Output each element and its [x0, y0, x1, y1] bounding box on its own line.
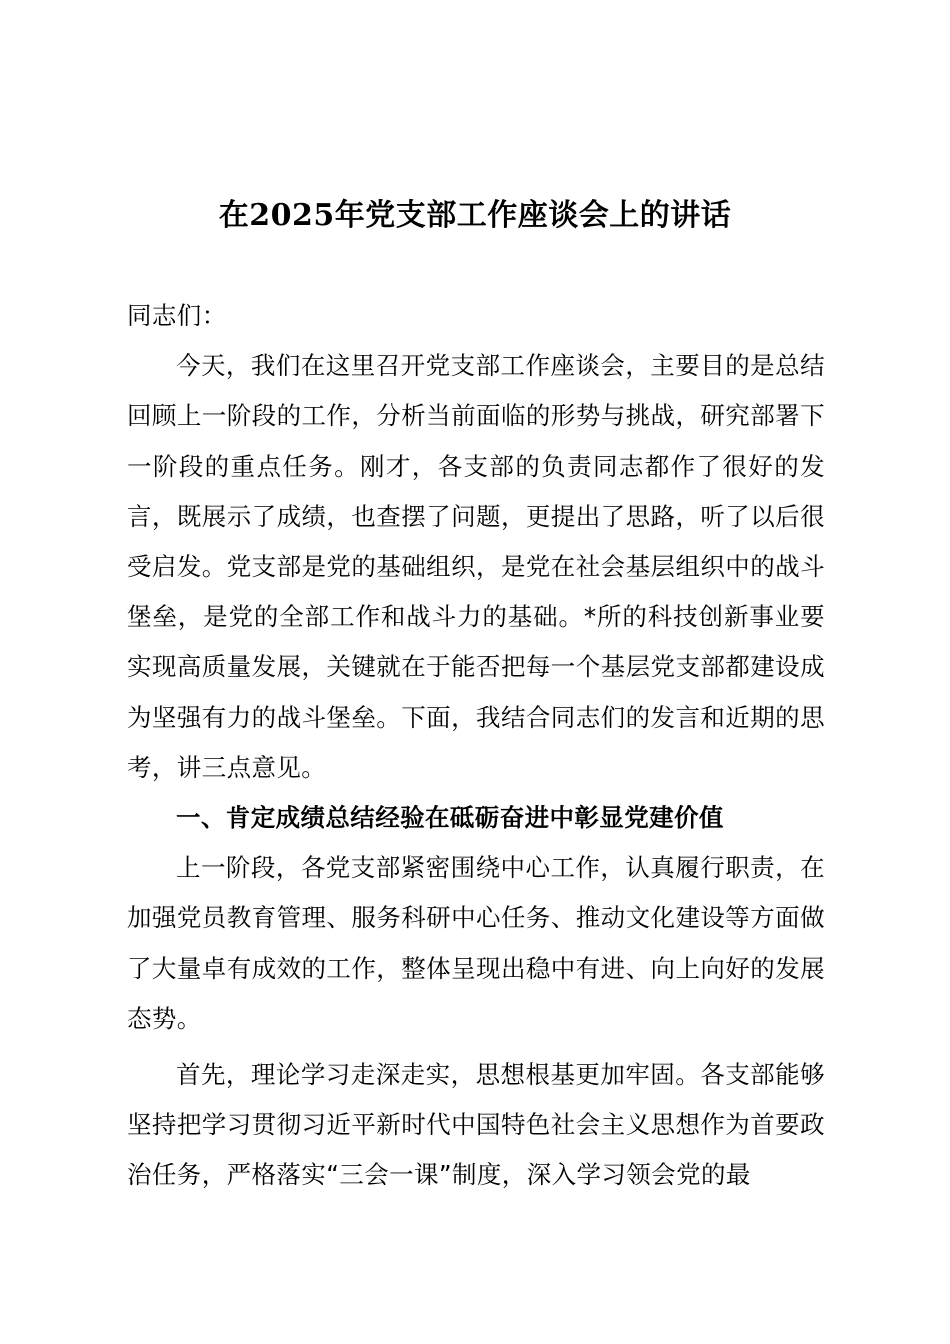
- body-paragraph: 首先，理论学习走深走实，思想根基更加牢固。各支部能够坚持把学习贯彻习近平新时代中国特色社会主义思想作为首要政治任务，严格落实“三会一课”制度，深入学习领会党的最: [127, 1060, 825, 1190]
- salutation: 同志们：: [127, 301, 227, 330]
- body-paragraph: 上一阶段，各党支部紧密围绕中心工作，认真履行职责，在加强党员教育管理、服务科研中心任务、推动文化建设等方面做了大量卓有成效的工作，整体呈现出稳中有进、向上向好的发展态势。: [127, 853, 825, 1033]
- section-heading: 一、肯定成绩总结经验在砥砺奋进中彰显党建价值: [176, 803, 724, 833]
- document-title: 在2025年党支部工作座谈会上的讲话: [218, 198, 732, 233]
- document-body: [127, 291, 825, 1201]
- opening-paragraph: 今天，我们在这里召开党支部工作座谈会，主要目的是总结回顾上一阶段的工作，分析当前面临的形势与挑战，研究部署下一阶段的重点任务。刚才，各支部的负责同志都作了很好的发言，既展示了成绩，也查摆了问题，更提出了思路，听了以后很受启发。党支部是党的基础组织，是党在社会基层组织中的战斗堡垒，是党的全部工作和战斗力的基础。*所的科技创新事业要实现高质量发展，关键就在于能否把每一个基层党支部都建设成为坚强有力的战斗堡垒。下面，我结合同志们的发言和近期的思考，讲三点意见。: [127, 351, 825, 782]
